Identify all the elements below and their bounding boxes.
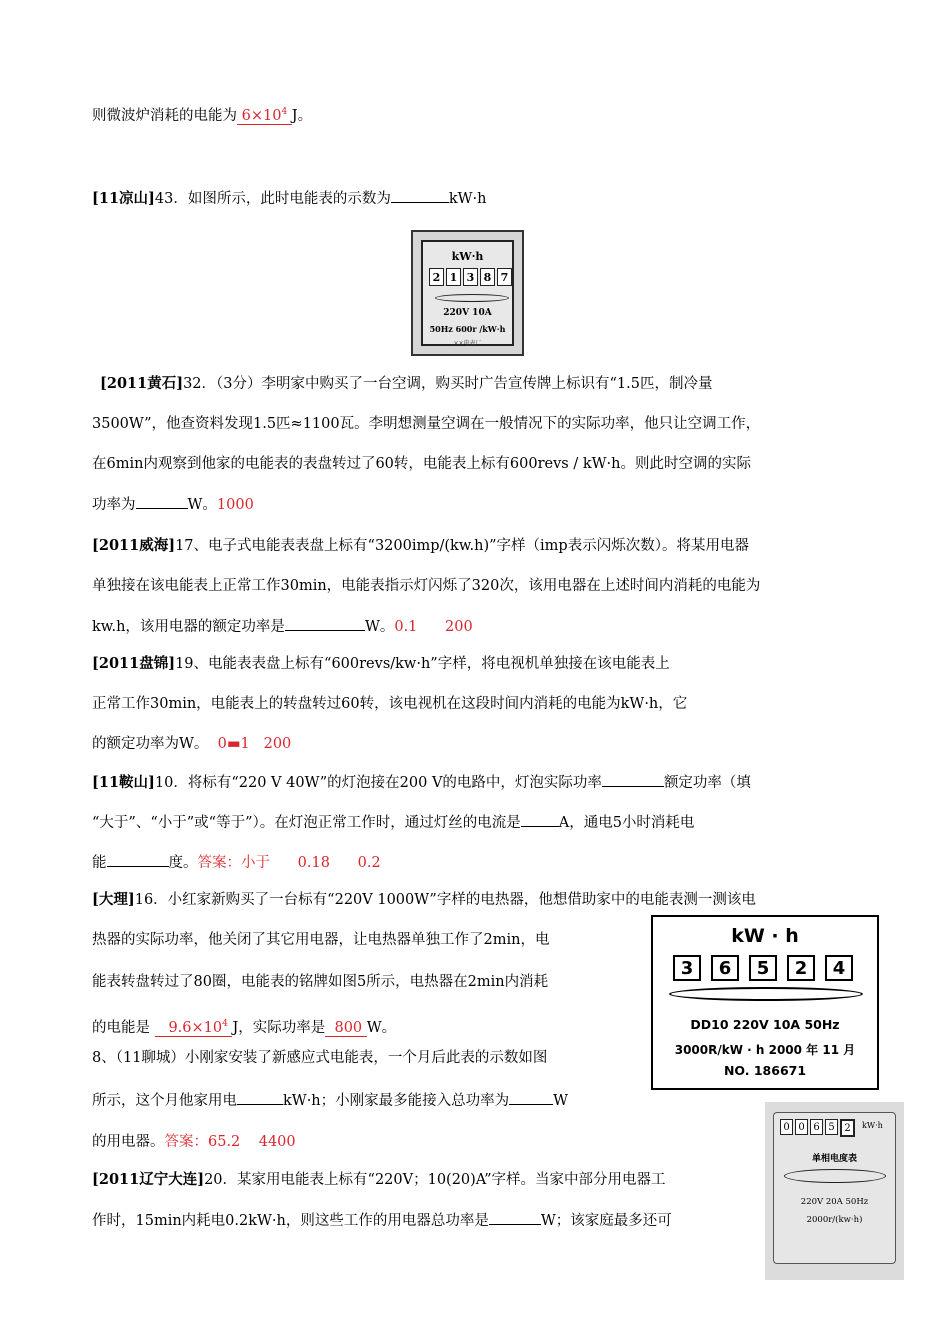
text: 则微波炉消耗的电能为 [92, 108, 237, 124]
text: W [553, 1093, 569, 1109]
text: 所示，这个月他家用电 [92, 1093, 237, 1109]
meter-spec: 50Hz 600r /kW·h [429, 324, 506, 334]
line-9 [92, 616, 473, 637]
text: 能 [92, 855, 107, 871]
answer: 1000 [216, 497, 254, 513]
blank [391, 188, 449, 203]
digit: 5 [749, 955, 777, 981]
text: W。 [366, 1020, 397, 1036]
line-10 [92, 654, 670, 674]
text: W；该家庭最多还可 [540, 1213, 672, 1229]
blank [489, 1210, 541, 1225]
meter-maker: ××电表厂 [453, 340, 482, 347]
meter-image-3 [765, 1102, 904, 1280]
meter-spec: 220V 20A 50Hz [800, 1197, 869, 1207]
digit: 8 [480, 268, 495, 286]
text: 16．小红家新购买了一台标有“220V 1000W”字样的电热器，他想借助家中的电能表测一测该电 [134, 892, 756, 908]
line-3 [100, 374, 712, 394]
text: kW·h [448, 191, 487, 207]
text: kW·h；小刚家最多能接入总功率为 [283, 1093, 510, 1109]
digit: 7 [497, 268, 512, 286]
answer: $9.6\times 10^4$ [155, 1020, 233, 1037]
digit: 6 [711, 955, 739, 981]
digit: 1 [446, 268, 461, 286]
line-2 [92, 188, 487, 209]
digit: 5 [825, 1119, 838, 1135]
meter-disc [784, 1169, 886, 1183]
answer: 0.1 200 [394, 619, 473, 635]
text: 19、电能表表盘上标有“600revs/kw·h”字样，将电视机单独接在该电能表上 [175, 656, 670, 672]
text: W。 [187, 497, 217, 513]
meter-unit: kW·h [862, 1121, 883, 1130]
answer: $6\times 10^4$ [237, 108, 292, 125]
text: 度。 [168, 855, 198, 871]
text: kw.h，该用电器的额定功率是 [92, 619, 285, 635]
text: 热器的实际功率，他关闭了其它用电器，让电热器单独工作了2min，电 [92, 932, 550, 948]
line-16 [92, 890, 756, 910]
text: J，实际功率是 [232, 1020, 326, 1036]
line-8 [92, 576, 760, 596]
answer: 800 [325, 1020, 367, 1037]
meter-disc [669, 987, 863, 1001]
meter-serial: NO. 186671 [723, 1063, 807, 1078]
line-24 [92, 1210, 672, 1231]
text: 额定功率（填 [663, 775, 751, 791]
blank [521, 812, 559, 827]
line-17 [92, 930, 549, 950]
question-tag: [2011盘锦] [92, 655, 176, 672]
line-6 [92, 494, 254, 515]
text: 作时，15min内耗电0.2kW·h，则这些工作的用电器总功率是 [92, 1213, 489, 1229]
blank [602, 772, 664, 787]
meter-spec: 3000R/kW · h 2000 年 11 月 [674, 1043, 856, 1057]
text: A，通电5小时消耗电 [558, 815, 695, 831]
line-11 [92, 694, 687, 714]
text: 能表转盘转过了80圈，电能表的铭牌如图5所示，电热器在2min内消耗 [92, 974, 549, 990]
line-13 [92, 772, 751, 793]
line-4 [92, 414, 760, 434]
digit: 0 [795, 1119, 808, 1135]
meter-unit: kW·h [451, 250, 484, 263]
meter-unit: kW · h [731, 925, 799, 947]
line-19 [92, 1014, 396, 1038]
question-tag: [2011威海] [92, 537, 176, 554]
text: W。 [364, 619, 395, 635]
text: “大于”、“小于”或“等于”）。在灯泡正常工作时，通过灯丝的电流是 [92, 815, 521, 831]
meter-spec: 2000r/(kw·h) [806, 1215, 863, 1225]
text: J。 [291, 108, 313, 124]
meter-digits [429, 268, 512, 286]
blank [107, 852, 169, 867]
line-22 [92, 1132, 296, 1152]
text: 正常工作30min，电能表上的转盘转过60转，该电视机在这段时间内消耗的电能为kW·h，它 [92, 696, 688, 712]
digit: 2 [787, 955, 815, 981]
line-5 [92, 454, 751, 474]
question-tag: [11凉山] [92, 190, 155, 207]
line-12 [92, 734, 291, 754]
digit: 6 [810, 1119, 823, 1135]
text: 20．某家用电能表上标有“220V；10(20)A”字样。当家中部分用电器工 [204, 1172, 666, 1188]
line-21 [92, 1090, 568, 1111]
text: 43．如图所示，此时电能表的示数为 [154, 191, 391, 207]
text: 的用电器。 [92, 1134, 165, 1150]
meter-digits [673, 955, 853, 981]
blank [285, 616, 365, 631]
line-18 [92, 972, 548, 992]
text: 3500W”，他查资料发现1.5匹≈1100瓦。李明想测量空调在一般情况下的实际功率，他只让空调工作， [92, 416, 761, 432]
meter-spec: DD10 220V 10A 50Hz [690, 1017, 840, 1032]
line-23 [92, 1170, 666, 1190]
line-15 [92, 852, 381, 873]
text: 32．（3分）李明家中购买了一台空调，购买时广告宣传牌上标识有“1.5匹，制冷量 [183, 376, 713, 392]
question-tag: [2011辽宁大连] [92, 1171, 205, 1188]
line-7 [92, 536, 749, 556]
text: 8、（11聊城）小刚家安装了新感应式电能表，一个月后此表的示数如图 [92, 1050, 548, 1066]
question-tag: [大理] [92, 891, 135, 908]
text: 单独接在该电能表上正常工作30min，电能表指示灯闪烁了320次，该用电器在上述时间内消耗的电能为 [92, 578, 761, 594]
meter-spec: 220V 10A [443, 308, 492, 318]
line-14 [92, 812, 694, 833]
meter-disc [435, 294, 509, 302]
digit: 3 [673, 955, 701, 981]
question-tag: [2011黄石] [100, 375, 184, 392]
text: 的电能是 [92, 1020, 150, 1036]
answer: 答案：65.2 4400 [164, 1134, 296, 1150]
text: 10．将标有“220 V 40W”的灯泡接在200 V的电路中，灯泡实际功率 [154, 775, 602, 791]
meter-title: 单相电度表 [811, 1154, 857, 1164]
text: 在6min内观察到他家的电能表的表盘转过了60转，电能表上标有600revs / kW·h。则此时空调的实际 [92, 456, 751, 472]
line-1 [92, 102, 312, 126]
answer: 0▬1 200 [217, 736, 292, 752]
question-tag: [11鞍山] [92, 774, 155, 791]
digit: 4 [825, 955, 853, 981]
text: 的额定功率为W。 [92, 736, 209, 752]
blank [509, 1090, 553, 1105]
answer: 答案：小于 0.18 0.2 [197, 855, 381, 871]
meter-image-1 [411, 230, 524, 356]
digit: 0 [780, 1119, 793, 1135]
meter-digits [780, 1119, 855, 1137]
line-20 [92, 1048, 547, 1068]
digit: 2 [429, 268, 444, 286]
meter-image-2 [651, 915, 879, 1090]
digit: 2 [840, 1119, 855, 1137]
blank [237, 1090, 283, 1105]
text: 17、电子式电能表表盘上标有“3200imp/(kw.h)”字样（imp表示闪烁次数）。将某用电器 [175, 538, 749, 554]
text: 功率为 [92, 497, 136, 513]
blank [136, 494, 188, 509]
digit: 3 [463, 268, 478, 286]
